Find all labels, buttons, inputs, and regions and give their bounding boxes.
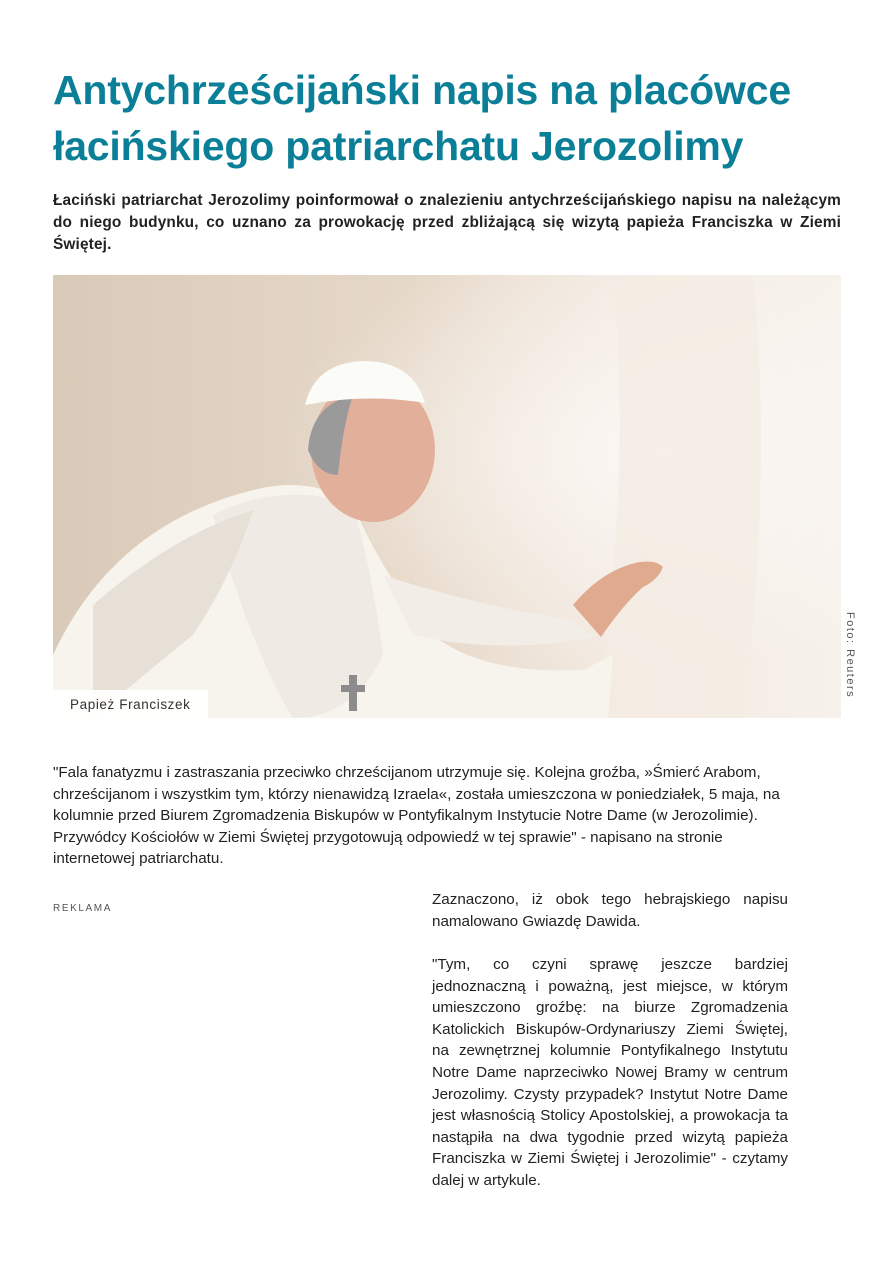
article-photo — [53, 275, 841, 718]
article-title: Antychrześcijański napis na placówce łacińskiego patriarchatu Jerozolimy — [53, 67, 791, 169]
photo-caption: Papież Franciszek — [53, 690, 208, 718]
ad-label: REKLAMA — [53, 903, 112, 914]
pope-photo-illustration — [53, 275, 841, 718]
photo-credit: Foto: Reuters — [844, 612, 856, 699]
article-lead: Łaciński patriarchat Jerozolimy poinformował o znalezieniu antychrześcijańskiego napisu na należącym do niego budynku, co uznano za prowokację przed zbliżającą się wizytą papieża Franciszka w Ziemi Świętej. — [53, 192, 841, 253]
article-paragraph-2: Zaznaczono, iż obok tego hebrajskiego napisu namalowano Gwiazdę Dawida. — [432, 891, 788, 930]
article-paragraph-3: "Tym, co czyni sprawę jeszcze bardziej jednoznaczną i poważną, jest miejsce, w którym umieszczono groźbę: na biurze Zgromadzenia Katolickich Biskupów-Ordynariuszy Ziemi Świętej, na zewnętrznej kolumnie Pontyfikalnego Instytutu Notre Dame naprzeciwko Nowej Bramy w centrum Jerozolimy. Czysty przypadek? Instytut Notre Dame jest własnością Stolicy Apostolskiej, a prowokacja ta nastąpiła na dwa tygodnie przed wizytą papieża Franciszka w Ziemi Świętej i Jerozolimie" - czytamy dalej w artykule. — [432, 956, 788, 1189]
article-paragraph-1: "Fala fanatyzmu i zastraszania przeciwko chrześcijanom utrzymuje się. Kolejna groźba, »Śmierć Arabom, chrześcijanom i wszystkim tym, którzy nienawidzą Izraela«, została umieszczona w poniedziałek, 5 maja, na kolumnie przed Biurem Zgromadzenia Biskupów w Pontyfikalnym Instytucie Notre Dame (w Jerozolimie). Przywódcy Kościołów w Ziemi Świętej przygotowują odpowiedź w tej sprawie" - napisano na stronie internetowej patriarchatu. — [53, 764, 780, 867]
